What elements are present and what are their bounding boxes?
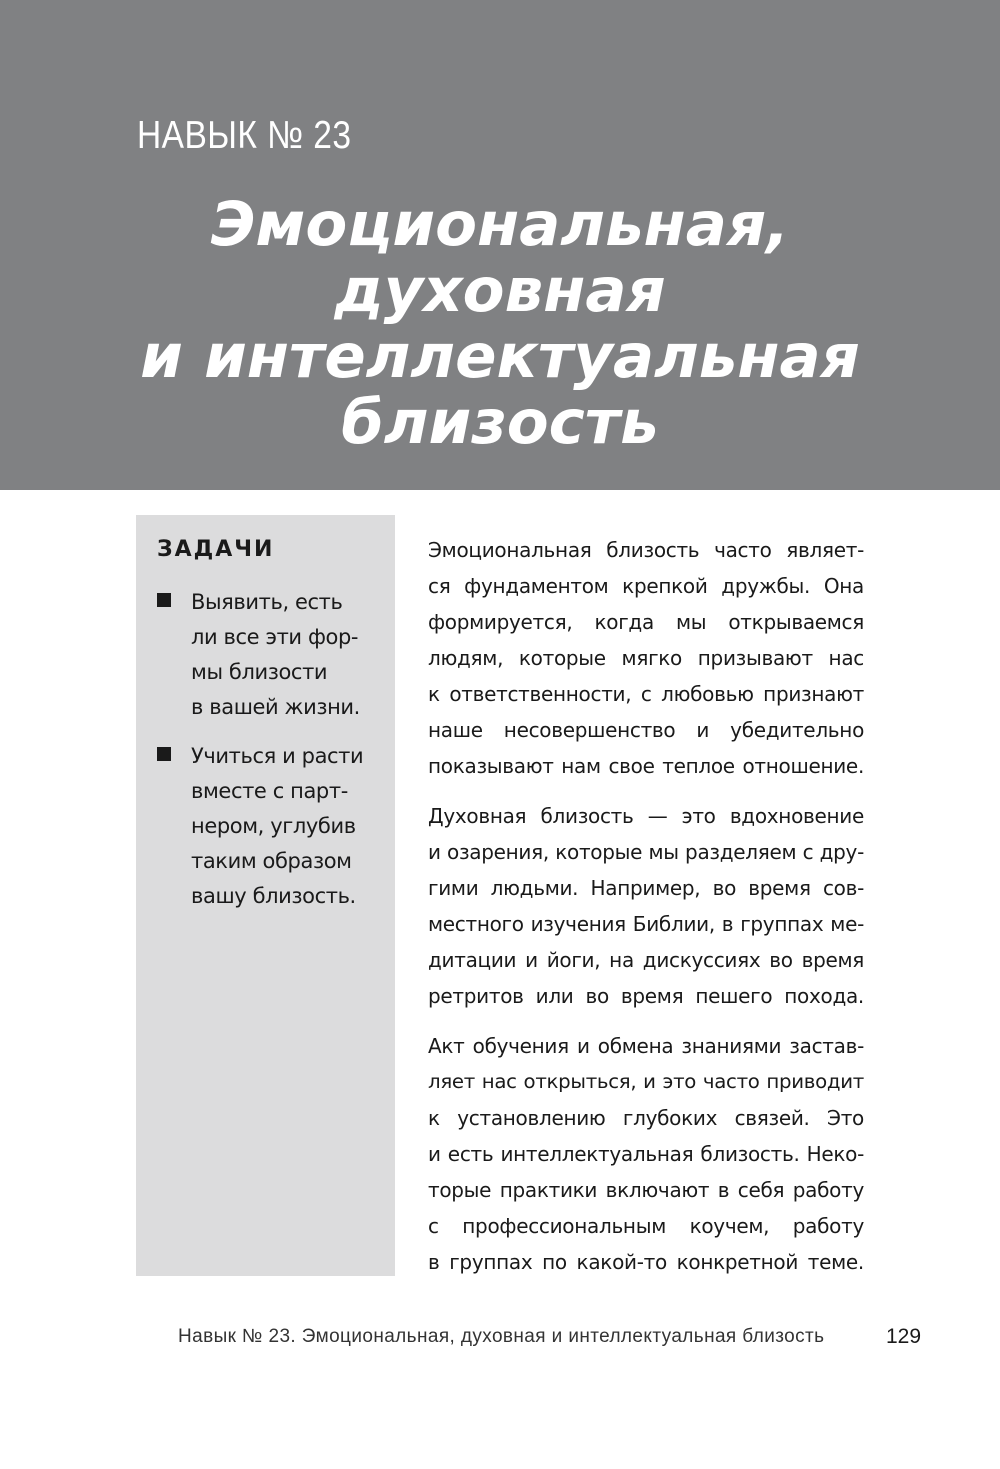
text-line: ся фундаментом крепкой дружбы. Она: [428, 574, 864, 598]
text-line: наше несовершенство и убедительно: [428, 718, 864, 742]
skill-number-label: НАВЫК № 23: [137, 114, 352, 157]
task-line: Учиться и расти: [191, 744, 364, 768]
chapter-title: [60, 189, 940, 458]
tasks-heading: ЗАДАЧИ: [157, 537, 275, 562]
page-number: 129: [886, 1325, 922, 1348]
text-line: торые практики включают в себя работу: [428, 1178, 864, 1202]
paragraph: [428, 532, 864, 784]
text-line: показывают нам свое теплое отношение.: [428, 754, 864, 778]
text-line: в группах по какой-то конкретной теме.: [428, 1250, 864, 1274]
tasks-sidebar: [136, 515, 395, 1276]
text-line: к ответственности, с любовью признают: [428, 682, 864, 706]
text-line: формируется, когда мы открываемся: [428, 610, 864, 634]
text-line: дитации и йоги, на дискуссиях во время: [428, 948, 864, 972]
text-line: Акт обучения и обмена знаниями застав-: [428, 1034, 864, 1058]
text-line: Эмоциональная близость часто являет-: [428, 538, 864, 562]
paragraph: [428, 798, 864, 1014]
task-line: вашу близость.: [191, 884, 356, 908]
task-line: в вашей жизни.: [191, 695, 360, 719]
text-line: ляет нас открыться, и это часто приводит: [428, 1070, 864, 1093]
body-text: [428, 532, 864, 1294]
task-line: нером, углубив: [191, 814, 356, 838]
text-line: Духовная близость — это вдохновение: [428, 804, 864, 828]
text-line: ретритов или во время пешего похода.: [428, 984, 864, 1008]
task-line: Выявить, есть: [191, 590, 343, 614]
chapter-title-line: и интеллектуальная: [140, 321, 860, 392]
text-line: гими людьми. Например, во время сов-: [428, 876, 864, 900]
task-line: мы близости: [191, 660, 328, 684]
task-item: [157, 585, 389, 725]
paragraph: [428, 1028, 864, 1280]
chapter-title-line: Эмоциональная,: [210, 189, 790, 260]
chapter-header: [0, 0, 1000, 490]
square-bullet-icon: [157, 747, 171, 761]
chapter-title-line: духовная: [334, 255, 666, 326]
task-line: таким образом: [191, 849, 352, 873]
text-line: людям, которые мягко призывают нас: [428, 646, 864, 670]
text-line: местного изучения Библии, в группах ме-: [428, 912, 864, 936]
square-bullet-icon: [157, 593, 171, 607]
task-list: [157, 585, 389, 928]
text-line: и озарения, которые мы разделяем с дру-: [428, 840, 864, 864]
text-line: с профессиональным коучем, работу: [428, 1214, 864, 1238]
text-line: и есть интеллектуальная близость. Неко-: [428, 1142, 864, 1166]
chapter-title-line: близость: [341, 387, 659, 458]
running-footer-title: Навык № 23. Эмоциональная, духовная и интеллектуальная близость: [178, 1326, 825, 1347]
task-item: [157, 739, 389, 914]
task-line: ли все эти фор-: [191, 625, 359, 649]
text-line: к установлению глубоких связей. Это: [428, 1106, 864, 1130]
task-line: вместе с парт-: [191, 779, 348, 803]
